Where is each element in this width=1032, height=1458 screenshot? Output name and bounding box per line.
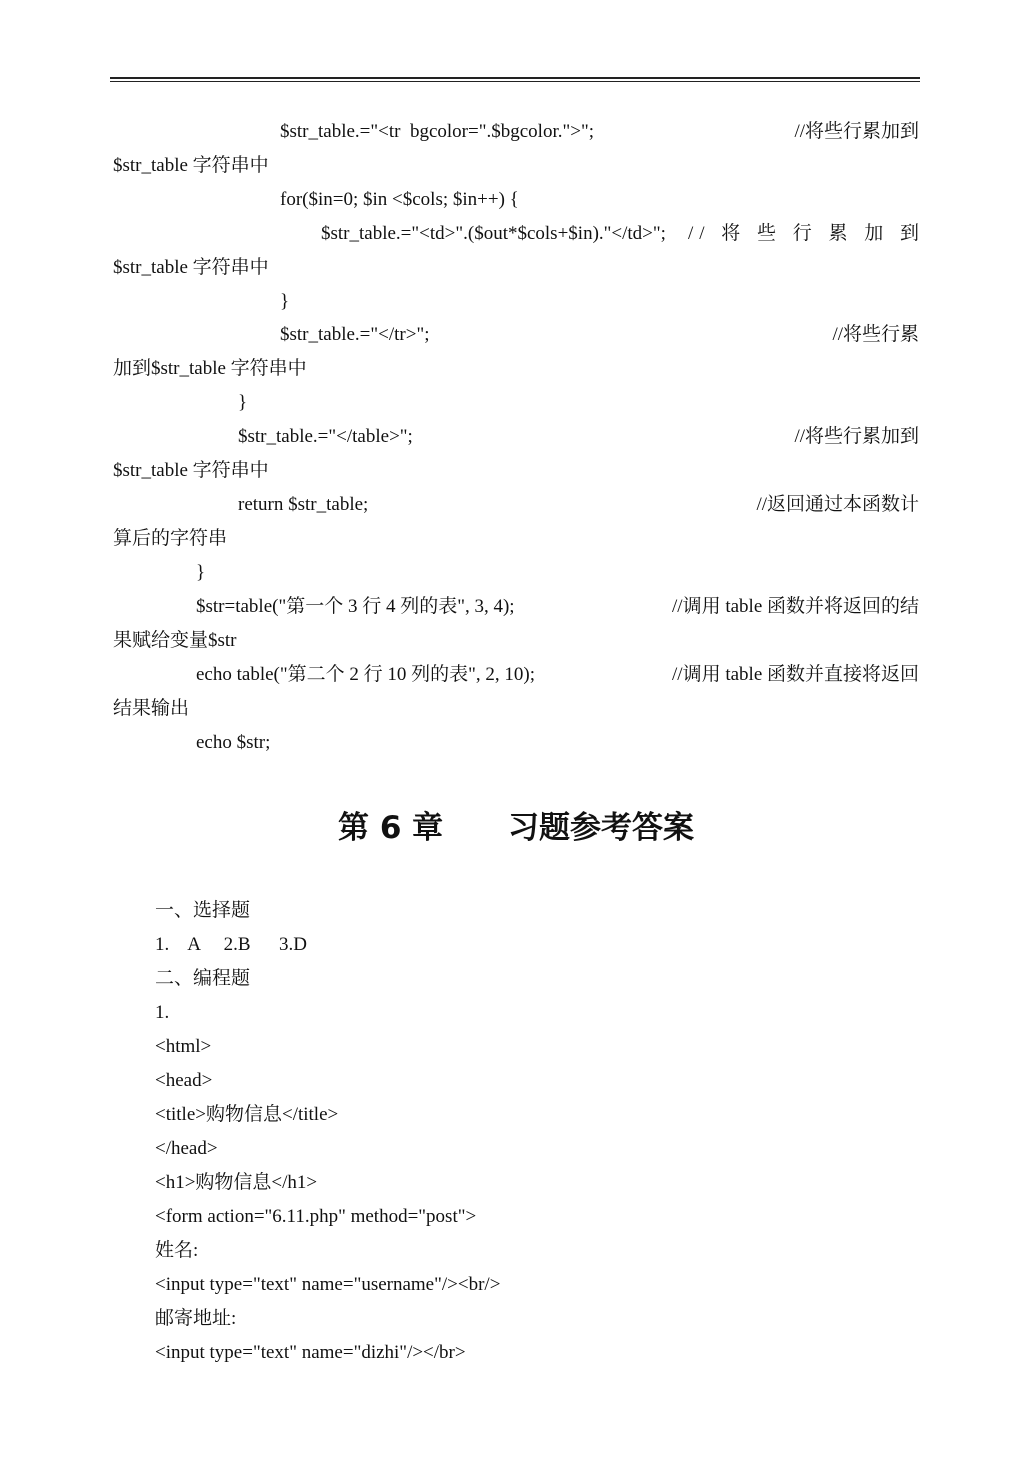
code-line: 果赋给变量$str: [113, 630, 237, 651]
answer-code-line: 姓名:: [155, 1240, 199, 1261]
code-line: $str_table.="<td>".($out*$cols+$in)."</td>";: [321, 223, 666, 244]
code-line: 结果输出: [113, 698, 190, 719]
answer-code-line: <h1>购物信息</h1>: [155, 1172, 318, 1193]
code-line: 加到$str_table 字符串中: [113, 358, 307, 379]
code-line: echo $str;: [196, 732, 271, 753]
code-line: echo table("第二个 2 行 10 列的表", 2, 10);: [196, 664, 535, 685]
answer-code-line: <input type="text" name="username"/><br/>: [155, 1274, 501, 1295]
answer-code-line: <head>: [155, 1070, 213, 1091]
answer-code-line: <title>购物信息</title>: [155, 1104, 339, 1125]
code-comment: //调用 table 函数并直接将返回: [672, 664, 919, 685]
code-line: 算后的字符串: [113, 528, 228, 549]
header-rule-thin: [110, 81, 920, 82]
code-line: }: [238, 392, 248, 413]
code-line: $str_table 字符串中: [113, 460, 269, 481]
code-line: for($in=0; $in <$cols; $in++) {: [280, 189, 519, 210]
item-number: 1.: [155, 1002, 170, 1023]
code-line: $str_table 字符串中: [113, 257, 269, 278]
code-comment: //将些行累: [832, 324, 919, 345]
code-comment: //返回通过本函数计: [756, 494, 919, 515]
code-line: }: [280, 291, 290, 312]
answer-code-line: <html>: [155, 1036, 212, 1057]
code-line: }: [196, 562, 206, 583]
code-comment: //将些行累加到: [794, 121, 919, 142]
section-heading: 一、选择题: [155, 900, 251, 921]
chapter-title: 第 6 章 习题参考答案: [338, 810, 694, 846]
answer-code-line: <form action="6.11.php" method="post">: [155, 1206, 477, 1227]
section-heading: 二、编程题: [155, 968, 251, 989]
code-comment: //将些行累加到: [794, 426, 919, 447]
code-comment: // 将 些 行 累 加 到: [687, 223, 925, 244]
answer-code-line: <input type="text" name="dizhi"/></br>: [155, 1342, 466, 1363]
answer-code-line: </head>: [155, 1138, 218, 1159]
header-rule-thick: [110, 77, 920, 79]
code-line: $str_table.="</table>";: [238, 426, 413, 447]
choice-answers: 1. A 2.B 3.D: [155, 934, 308, 955]
code-line: return $str_table;: [238, 494, 369, 515]
answer-code-line: 邮寄地址:: [155, 1308, 237, 1329]
code-line: $str_table.="<tr bgcolor=".$bgcolor.">";: [280, 121, 594, 142]
code-line: $str=table("第一个 3 行 4 列的表", 3, 4);: [196, 596, 515, 617]
code-line: $str_table 字符串中: [113, 155, 269, 176]
code-line: $str_table.="</tr>";: [280, 324, 430, 345]
code-comment: //调用 table 函数并将返回的结: [672, 596, 919, 617]
